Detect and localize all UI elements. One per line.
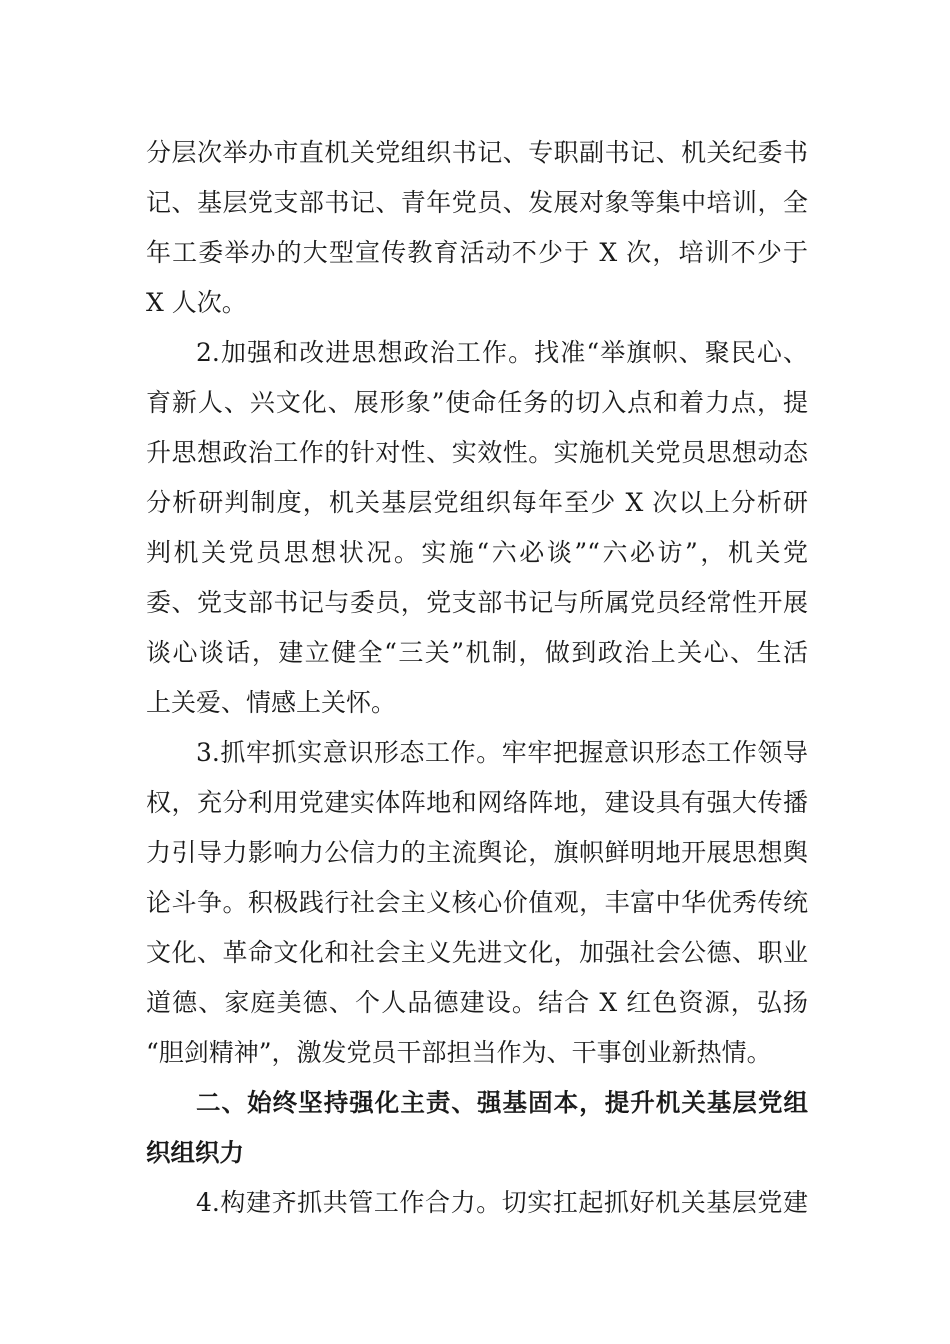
- paragraph-3-line-1: 3.抓牢抓实意识形态工作。牢牢把握意识形态工作领导: [196, 738, 808, 767]
- paragraph-2-line-6: 委、党支部书记与委员，党支部书记与所属党员经常性开展: [146, 588, 808, 617]
- paragraph-3-line-2: 权，充分利用党建实体阵地和网络阵地，建设具有强大传播: [146, 788, 808, 817]
- paragraph-2-line-3: 升思想政治工作的针对性、实效性。实施机关党员思想动态: [146, 438, 808, 467]
- paragraph-1-line-4: X 人次。: [146, 288, 247, 317]
- document-body: [146, 128, 808, 1228]
- paragraph-3-line-4: 论斗争。积极践行社会主义核心价值观，丰富中华优秀传统: [146, 888, 808, 917]
- paragraph-2-line-7: 谈心谈话，建立健全“三关”机制，做到政治上关心、生活: [146, 638, 808, 667]
- paragraph-3-line-6: 道德、家庭美德、个人品德建设。结合 X 红色资源，弘扬: [146, 988, 808, 1017]
- paragraph-1-line-3: 年工委举办的大型宣传教育活动不少于 X 次，培训不少于: [146, 238, 808, 267]
- paragraph-1-line-2: 记、基层党支部书记、青年党员、发展对象等集中培训，全: [146, 188, 808, 217]
- paragraph-3-line-7: “胆剑精神”，激发党员干部担当作为、干事创业新热情。: [146, 1038, 772, 1067]
- paragraph-4-line-1: 4.构建齐抓共管工作合力。切实扛起抓好机关基层党建: [196, 1188, 808, 1217]
- section-heading-line-2: 织组织力: [146, 1138, 244, 1167]
- paragraph-3-line-5: 文化、革命文化和社会主义先进文化，加强社会公德、职业: [146, 938, 808, 967]
- paragraph-3-line-3: 力引导力影响力公信力的主流舆论，旗帜鲜明地开展思想舆: [146, 838, 808, 867]
- paragraph-2-line-1: 2.加强和改进思想政治工作。找准“举旗帜、聚民心、: [196, 338, 808, 367]
- paragraph-2-line-2: 育新人、兴文化、展形象”使命任务的切入点和着力点，提: [146, 388, 808, 417]
- paragraph-2-line-5: 判机关党员思想状况。实施“六必谈”“六必访”，机关党: [146, 538, 808, 567]
- paragraph-1-line-1: 分层次举办市直机关党组织书记、专职副书记、机关纪委书: [146, 138, 808, 167]
- section-heading-line-1: 二、始终坚持强化主责、强基固本，提升机关基层党组: [196, 1088, 808, 1117]
- paragraph-2-line-8: 上关爱、情感上关怀。: [146, 688, 397, 717]
- paragraph-2-line-4: 分析研判制度，机关基层党组织每年至少 X 次以上分析研: [146, 488, 808, 517]
